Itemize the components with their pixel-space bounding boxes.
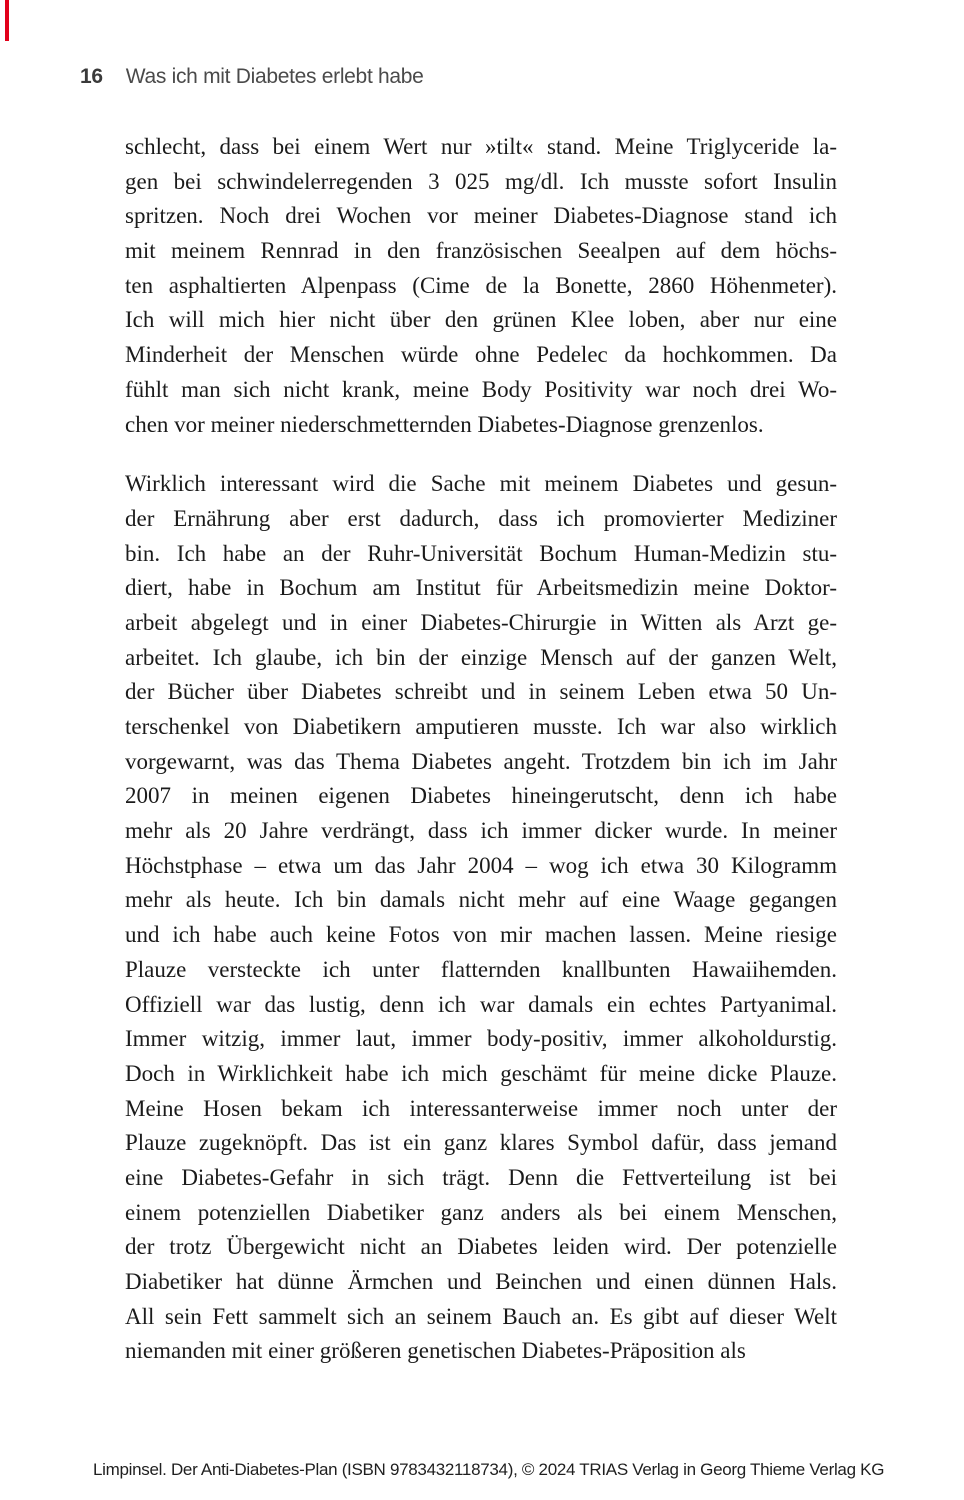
text-line: Minderheit der Menschen würde ohne Pedelec da hochkommen. Da [125, 342, 837, 368]
text-line: spritzen. Noch drei Wochen vor meiner Diabetes-Diagnose stand ich [125, 203, 837, 229]
text-line: einem potenziellen Diabetiker ganz anders als bei einem Menschen, [125, 1199, 837, 1225]
text-line: Ich will mich hier nicht über den grünen Klee loben, aber nur eine [125, 307, 837, 333]
footer-credit-line: Limpinsel. Der Anti-Diabetes-Plan (ISBN 9783432118734), © 2024 TRIAS Verlag in Georg Thieme Verlag KG [93, 1460, 885, 1479]
text-line: eine Diabetes-Gefahr in sich trägt. Denn die Fettverteilung ist bei [125, 1164, 837, 1190]
chapter-edge-mark [5, 0, 9, 41]
text-line: Meine Hosen bekam ich interessanterweise immer noch unter der [125, 1095, 837, 1121]
text-line: Offiziell war das lustig, denn ich war damals ein echtes Partyanimal. [125, 991, 837, 1017]
text-line: mehr als heute. Ich bin damals nicht mehr auf eine Waage gegangen [125, 887, 837, 913]
text-line: Höchstphase – etwa um das Jahr 2004 – wog ich etwa 30 Kilogramm [125, 852, 837, 878]
text-line: Plauze versteckte ich unter flatternden knallbunten Hawaiihemden. [125, 956, 837, 982]
text-line: arbeit abgelegt und in einer Diabetes-Chirurgie in Witten als Arzt ge- [125, 609, 837, 635]
text-line: der Ernährung aber erst dadurch, dass ich promovierter Mediziner [125, 505, 837, 531]
text-line: und ich habe auch keine Fotos von mir machen lassen. Meine riesige [125, 922, 837, 948]
page-number: 16 [80, 65, 103, 88]
text-line: Immer witzig, immer laut, immer body-positiv, immer alkoholdurstig. [125, 1026, 837, 1052]
paragraph [125, 130, 837, 442]
text-line: All sein Fett sammelt sich an seinem Bauch an. Es gibt auf dieser Welt [125, 1303, 837, 1329]
text-line: Plauze zugeknöpft. Das ist ein ganz klares Symbol dafür, dass jemand [125, 1130, 837, 1156]
text-line: diert, habe in Bochum am Institut für Arbeitsmedizin meine Doktor- [125, 575, 837, 601]
text-line: bin. Ich habe an der Ruhr-Universität Bochum Human-Medizin stu- [125, 540, 837, 566]
text-line: fühlt man sich nicht krank, meine Body Positivity war noch drei Wo- [125, 376, 837, 402]
text-line: mit meinem Rennrad in den französischen Seealpen auf dem höchs- [125, 238, 837, 264]
text-line: gen bei schwindelerregenden 3 025 mg/dl. Ich musste sofort Insulin [125, 168, 837, 194]
text-line: mehr als 20 Jahre verdrängt, dass ich immer dicker wurde. In meiner [125, 818, 837, 844]
text-line: Doch in Wirklichkeit habe ich mich geschämt für meine dicke Plauze. [125, 1060, 837, 1086]
text-line: arbeitet. Ich glaube, ich bin der einzige Mensch auf der ganzen Welt, [125, 644, 837, 670]
body-text [125, 130, 837, 1369]
text-line: chen vor meiner niederschmetternden Diabetes-Diagnose grenzenlos. [125, 411, 764, 437]
running-head [80, 66, 424, 87]
text-line: ten asphaltierten Alpenpass (Cime de la Bonette, 2860 Höhenmeter). [125, 272, 837, 298]
text-line: der trotz Übergewicht nicht an Diabetes leiden wird. Der potenzielle [125, 1234, 837, 1260]
chapter-title: Was ich mit Diabetes erlebt habe [125, 65, 424, 88]
text-line: Diabetiker hat dünne Ärmchen und Beinchen und einen dünnen Hals. [125, 1269, 837, 1294]
text-line: schlecht, dass bei einem Wert nur »tilt« stand. Meine Triglyceride la- [125, 134, 837, 159]
text-line: terschenkel von Diabetikern amputieren musste. Ich war also wirklich [125, 714, 837, 739]
paragraph [125, 467, 837, 1369]
text-line: Wirklich interessant wird die Sache mit meinem Diabetes und gesun- [125, 471, 837, 497]
text-line: 2007 in meinen eigenen Diabetes hineingerutscht, denn ich habe [125, 783, 837, 809]
text-line: niemanden mit einer größeren genetischen Diabetes-Präposition als [125, 1338, 746, 1364]
text-line: vorgewarnt, was das Thema Diabetes angeht. Trotzdem bin ich im Jahr [125, 748, 837, 774]
text-line: der Bücher über Diabetes schreibt und in seinem Leben etwa 50 Un- [125, 679, 837, 705]
